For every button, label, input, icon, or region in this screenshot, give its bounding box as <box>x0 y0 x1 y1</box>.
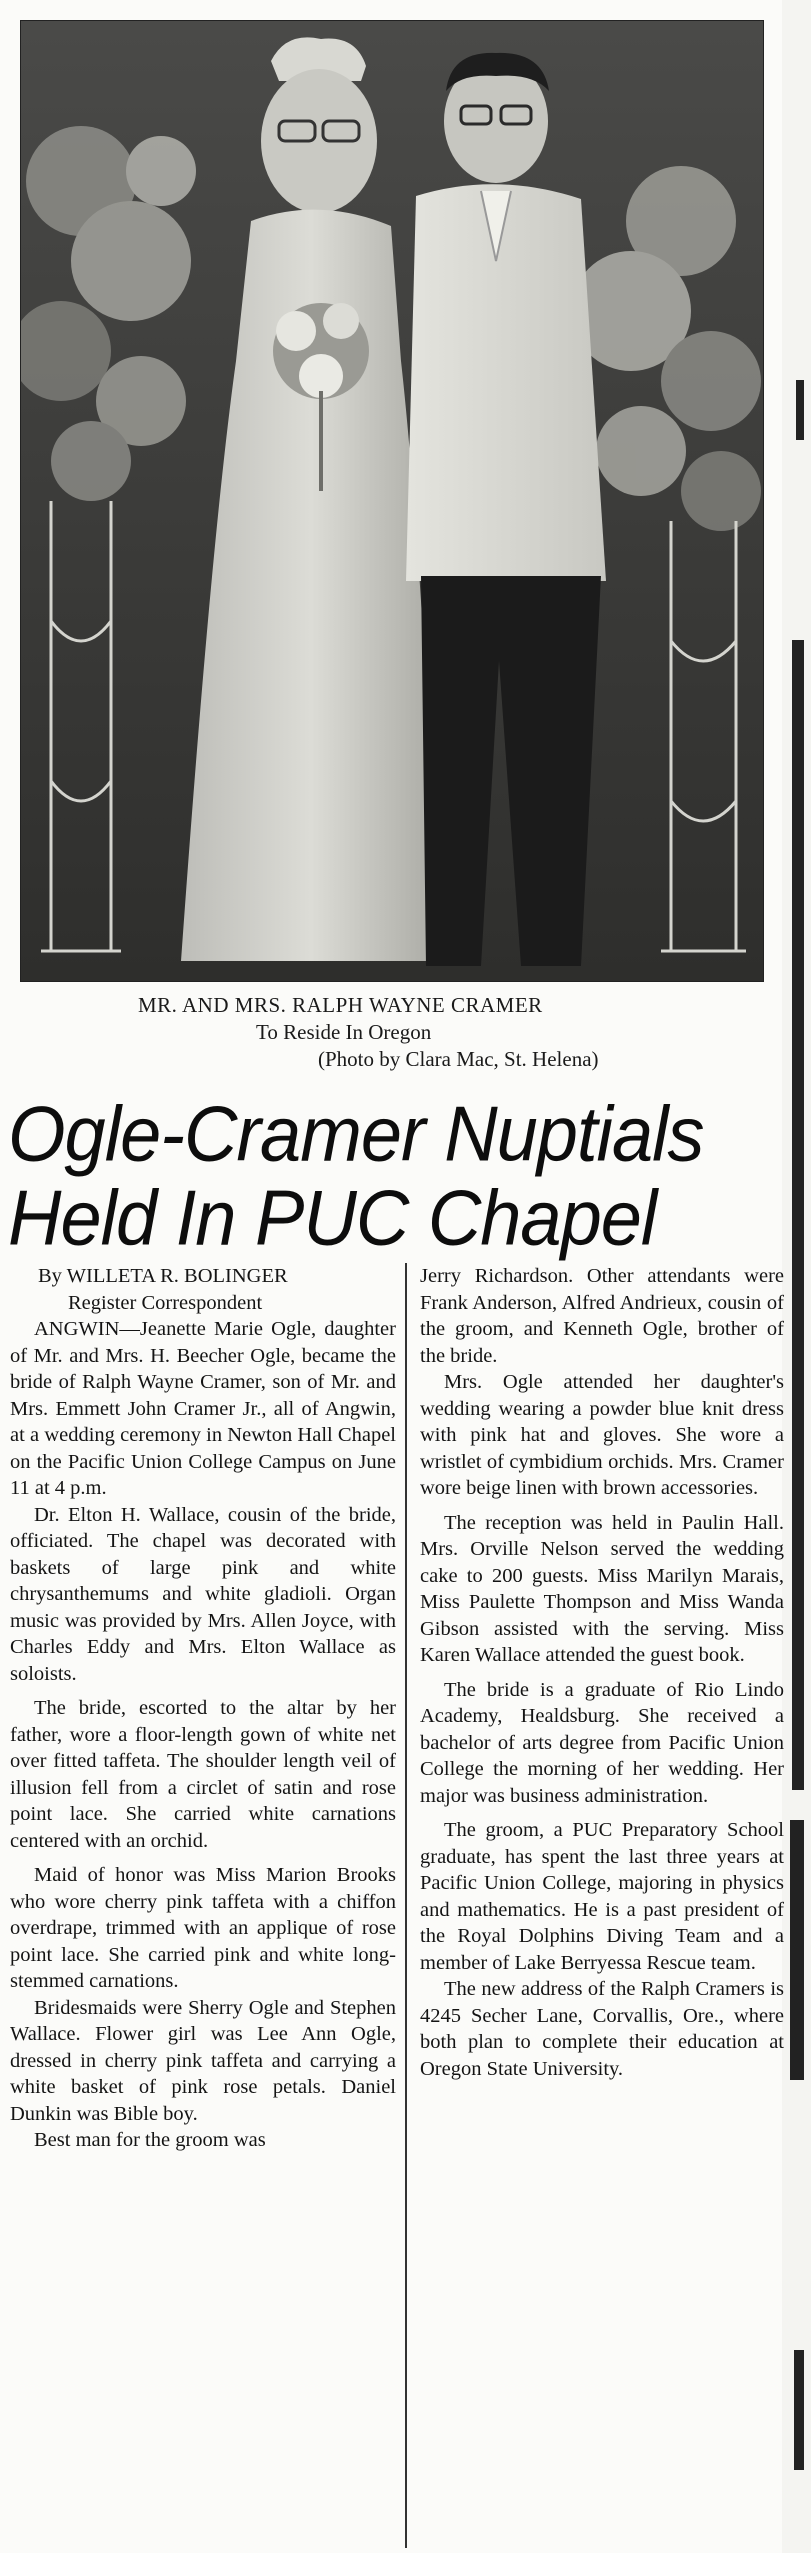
paragraph: Maid of honor was Miss Marion Brooks who wore cherry pink taffeta with a chiffon overdrape, trimmed with an applique of rose point lace. She carried pink and white long-stemmed carnations. <box>10 1864 396 1992</box>
caption-credit: (Photo by Clara Mac, St. Helena) <box>318 1047 599 1071</box>
paragraph: The reception was held in Paulin Hall. Mrs. Orville Nelson served the wedding cake to 200 guests. Miss Marilyn Marais, Miss Paulette Thompson and Miss Wanda Gibson assisted with the serving. Miss Karen Wallace attended the guest book. <box>420 1511 784 1666</box>
wedding-photo <box>20 20 764 982</box>
adjacent-column-edge <box>782 0 811 2553</box>
caption-subtitle: To Reside In Oregon <box>256 1020 432 1044</box>
paragraph: ANGWIN—Jeanette Marie Ogle, daughter of Mr. and Mrs. H. Beecher Ogle, became the bride of Ralph Wayne Cramer, son of Mr. and Mrs. Emmett John Cramer Jr., all of Angwin, at a wedding ceremony in Newton Hall Chapel on the Pacific Union College Campus on June 11 at 4 p.m. <box>10 1318 396 1499</box>
byline-role: Register Correspondent <box>68 1291 263 1314</box>
paragraph: The groom, a PUC Preparatory School graduate, has spent the last three years at Pacific Union College, majoring in physics and mathematics. He is a past president of the Royal Dolphins Diving Team and a member of Lake Berryessa Rescue team. <box>420 1819 784 1974</box>
headline-line-1: Ogle-Cramer Nuptials <box>8 1089 704 1178</box>
paragraph: The bride is a graduate of Rio Lindo Academy, Healdsburg. She received a bachelor of arts degree from Pacific Union College the morning of her wedding. Her major was business administration. <box>420 1678 784 1807</box>
column-rule <box>405 1263 407 2548</box>
wedding-photo-illustration <box>21 21 763 981</box>
caption-names: MR. AND MRS. RALPH WAYNE CRAMER <box>138 993 543 1017</box>
paragraph: Bridesmaids were Sherry Ogle and Stephen Wallace. Flower girl was Lee Ann Ogle, dressed in cherry pink taffeta and carrying a white basket of pink rose petals. Daniel Dunkin was Bible boy. <box>10 1996 396 2125</box>
paragraph: Best man for the groom was <box>34 2129 266 2151</box>
article-column-left <box>10 1263 396 2154</box>
paragraph: The bride, escorted to the altar by her father, wore a floor-length gown of white net over fitted taffeta. The shoulder length veil of illusion fell from a circlet of satin and rose point lace. She carried white carnations centered with an orchid. <box>10 1697 396 1852</box>
article-column-right <box>420 1263 784 2082</box>
paragraph: Mrs. Ogle attended her daughter's wedding wearing a powder blue knit dress with pink hat and gloves. She wore a wristlet of cymbidium orchids. Mrs. Cramer wore beige linen with brown accessories. <box>420 1371 784 1499</box>
headline-line-2: Held In PUC Chapel <box>8 1173 657 1262</box>
byline-author: By WILLETA R. BOLINGER <box>38 1265 288 1287</box>
paragraph: Jerry Richardson. Other attendants were Frank Anderson, Alfred Andrieux, cousin of the groom, and Kenneth Ogle, brother of the bride. <box>420 1265 784 1367</box>
headline <box>8 1089 788 1262</box>
paragraph: Dr. Elton H. Wallace, cousin of the bride, officiated. The chapel was decorated with baskets of large pink and white chrysanthemums and white gladioli. Organ music was provided by Mrs. Allen Joyce, with Charles Eddy and Mrs. Elton Wallace as soloists. <box>10 1503 396 1685</box>
paragraph: The new address of the Ralph Cramers is 4245 Secher Lane, Corvallis, Ore., where both plan to complete their education at Oregon State University. <box>420 1978 784 2080</box>
